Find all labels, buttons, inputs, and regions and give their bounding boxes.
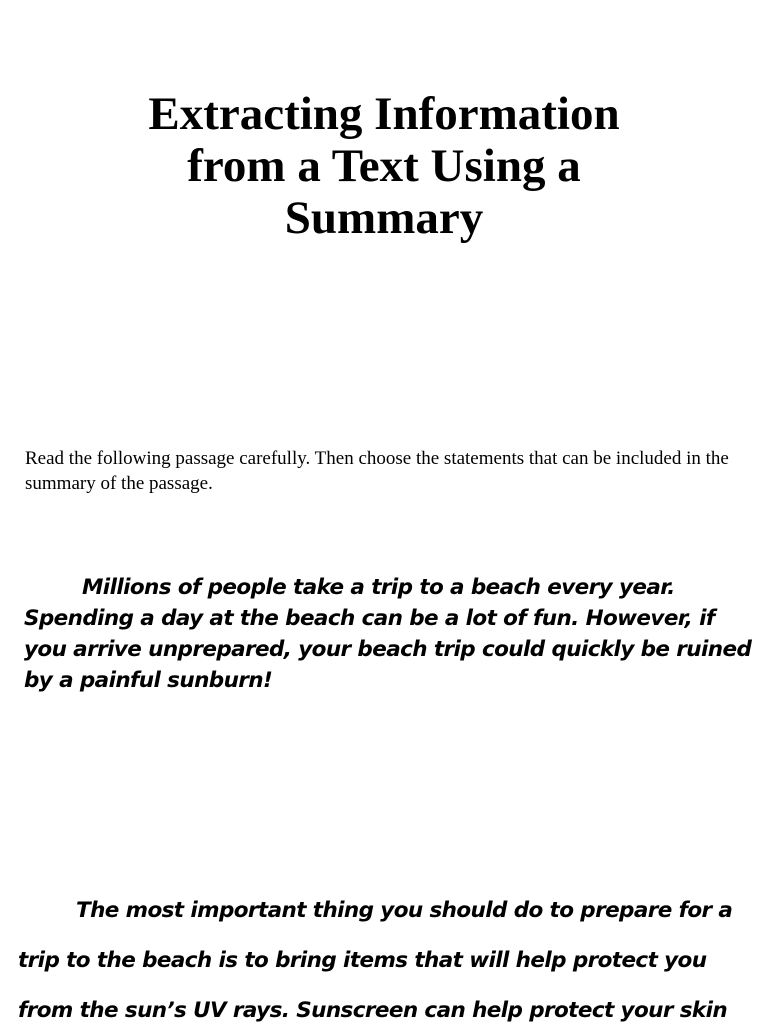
instructions-text bbox=[25, 446, 755, 496]
title-line: Summary bbox=[284, 192, 484, 244]
instructions-line: the summary of the passage. bbox=[25, 448, 729, 494]
title-line: Extracting Information bbox=[148, 88, 620, 140]
instructions-line: Read the following passage carefully. Then choose the statements that can be included in bbox=[25, 448, 701, 469]
passage-line: you arrive unprepared, your beach trip could quickly be ruined bbox=[24, 637, 752, 662]
passage-line: trip to the beach is to bring items that will help protect you bbox=[18, 948, 707, 973]
page-title bbox=[0, 88, 768, 244]
passage-paragraph-1 bbox=[24, 572, 760, 696]
passage-line: Millions of people take a trip to a beach every year. bbox=[82, 575, 675, 600]
passage-line: by a painful sunburn! bbox=[24, 668, 273, 693]
passage-paragraph-2 bbox=[18, 886, 762, 1024]
passage-line: The most important thing you should do to prepare for a bbox=[76, 898, 733, 923]
title-line: from a Text Using a bbox=[187, 140, 581, 192]
passage-line: Spending a day at the beach can be a lot of fun. However, if bbox=[24, 606, 715, 631]
passage-line: from the sun’s UV rays. Sunscreen can help protect your skin bbox=[18, 998, 728, 1023]
